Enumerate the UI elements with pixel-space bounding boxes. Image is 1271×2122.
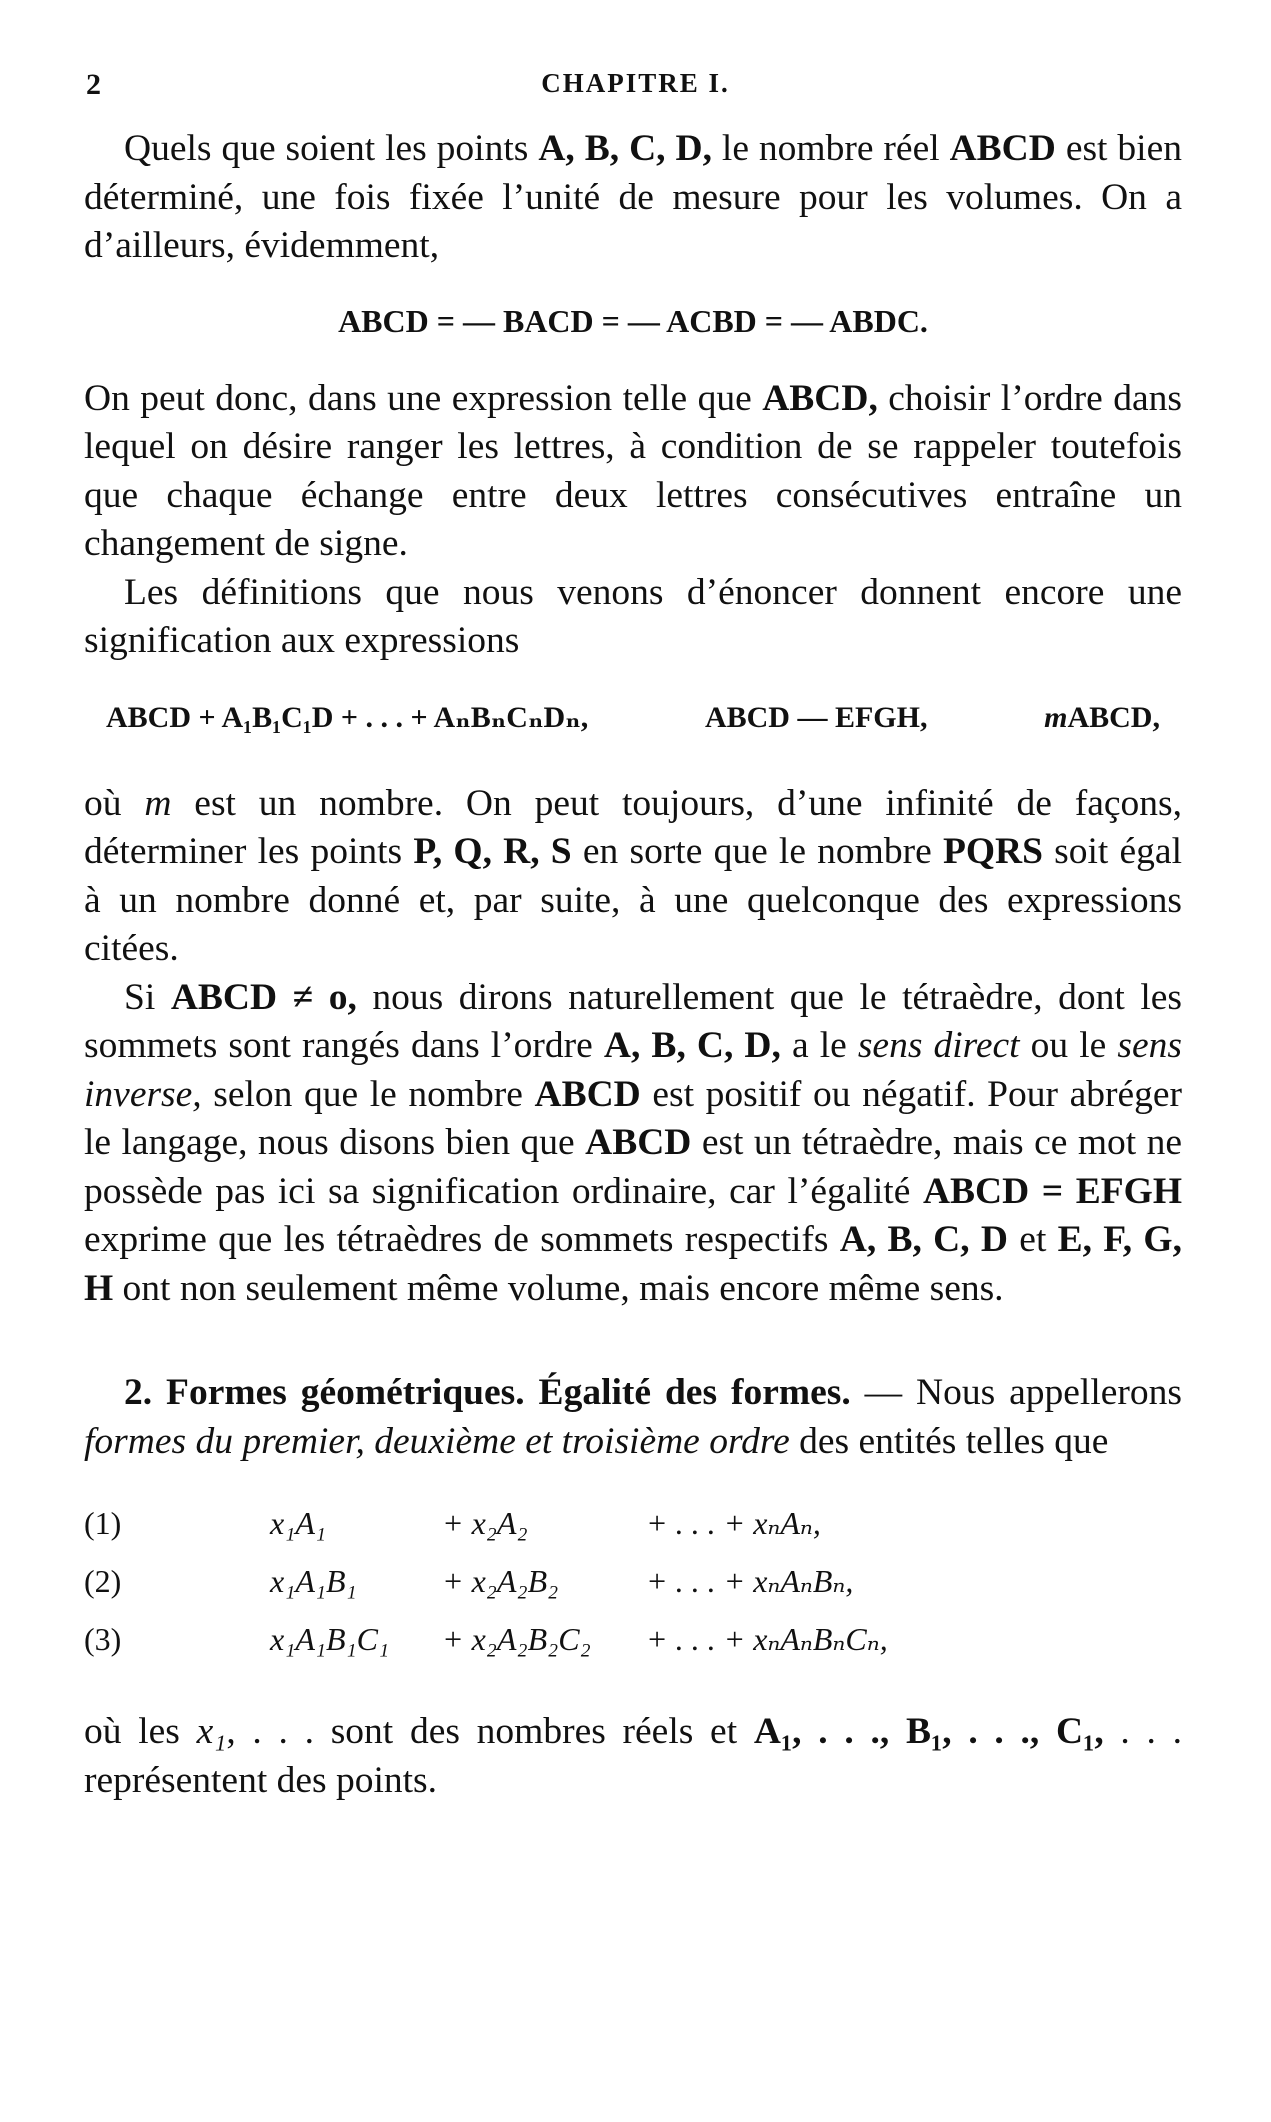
section-title: 2. Formes géométriques. Égalité des formes. (124, 1372, 851, 1413)
page-header (86, 68, 1185, 108)
running-head: CHAPITRE I. (541, 68, 730, 98)
paragraph-6: où les x₁, . . . sont des nombres réels et A₁, . . ., B₁, . . ., C₁, . . . représentent des points. (84, 1711, 1183, 1801)
expressions-list (106, 698, 1160, 738)
paragraph-2: On peut donc, dans une expression telle que ABCD, choisir l’ordre dans lequel on désire ranger les lettres, à condition de se rappeler toutefois que chaque échange entre deux lettres consécutives entraîne un changement de signe. (84, 377, 1182, 564)
equation-row: (2) x₁A₁B₁ + x₂A₂B₂ + . . . + xₙAₙBₙ, (84, 1563, 854, 1599)
paragraph-4: où m est un nombre. On peut toujours, d’une infinité de façons, déterminer les points P, Q, R, S en sorte que le nombre PQRS soit égal à un nombre donné et, par suite, à une quelconque des expressions citées. (84, 782, 1183, 969)
equation-row: (1) x₁A₁ + x₂A₂ + . . . + xₙAₙ, (84, 1505, 821, 1541)
expression-multiple: mABCD, (1044, 700, 1160, 734)
expression-sum: ABCD + A₁B₁C₁D + . . . + AₙBₙCₙDₙ, (106, 700, 589, 734)
equation-number: (3) (84, 1621, 122, 1657)
equation-number: (2) (84, 1563, 122, 1599)
page-body (84, 125, 1182, 1805)
equation-abcd: ABCD = — BACD = — ACBD = — ABDC. (338, 302, 928, 339)
page-number: 2 (86, 68, 101, 101)
expression-difference: ABCD — EFGH, (704, 700, 928, 734)
paragraph-3: Les définitions que nous venons d’énoncer donnent encore une signification aux expressions (84, 571, 1182, 661)
section-2-intro: 2. Formes géométriques. Égalité des formes. — Nous appellerons formes du premier, deuxième et troisième ordre des entités telles que (84, 1372, 1182, 1462)
equation-row: (3) x₁A₁B₁C₁ + x₂A₂B₂C₂ + . . . + xₙAₙBₙCₙ, (84, 1621, 888, 1657)
paragraph-5: Si ABCD ≠ o, nous dirons naturellement que le tétraèdre, dont les sommets sont rangés dans l’ordre A, B, C, D, a le sens direct ou le sens inverse, selon que le nombre ABCD est positif ou négatif. Pour abréger le langage, nous disons bien que ABCD est un tétraèdre, mais ce mot ne possède pas ici sa signification ordinaire, car l’égalité ABCD = EFGH exprime que les tétraèdres de sommets respectifs A, B, C, D et E, F, G, H ont non seulement même volume, mais encore même sens. (84, 976, 1182, 1309)
paragraph-1: Quels que soient les points A, B, C, D, le nombre réel ABCD est bien déterminé, une fois fixée l’unité de mesure pour les volumes. On a d’ailleurs, évidemment, (84, 128, 1182, 266)
equation-number: (1) (84, 1505, 122, 1541)
forms-equations (84, 1504, 1182, 1678)
